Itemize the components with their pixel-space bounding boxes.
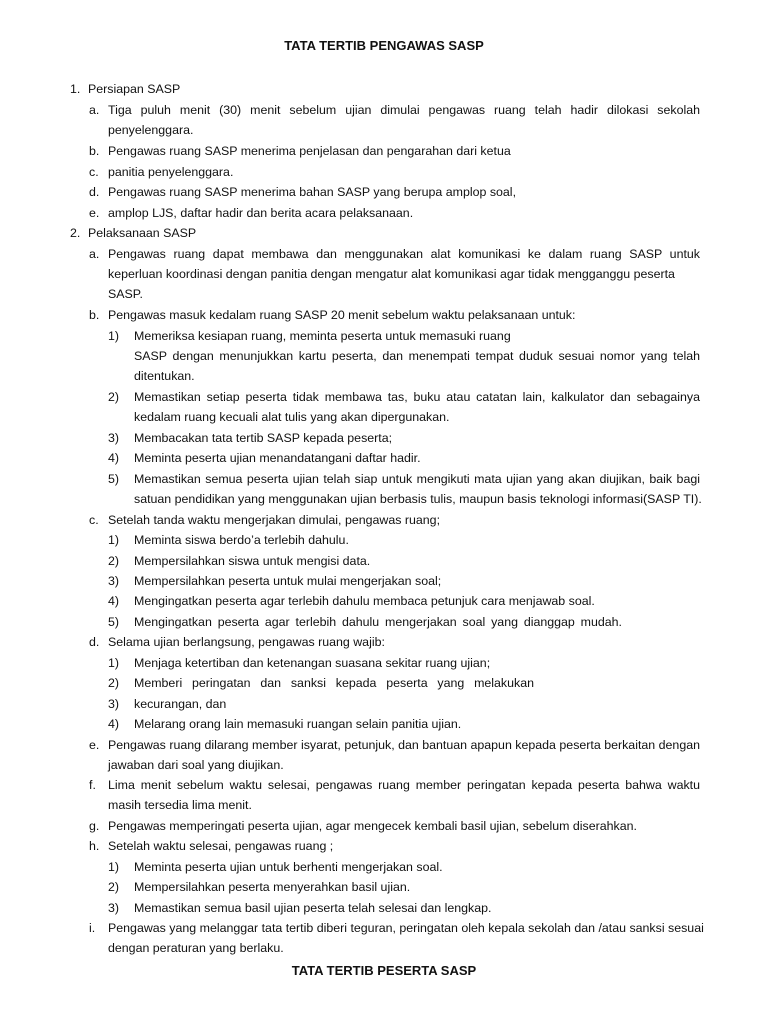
item-2c2-number: 2)	[108, 554, 120, 568]
item-2a-line-1: Pengawas ruang dapat membawa dan menggunakan alat komunikasi ke dalam ruang SASP untuk	[108, 247, 700, 261]
item-2b5-number: 5)	[108, 472, 120, 486]
item-2d-line-1: Selama ujian berlangsung, pengawas ruang wajib:	[108, 635, 385, 649]
item-2b3-number: 3)	[108, 431, 120, 445]
section-1-heading: Persiapan SASP	[88, 82, 181, 96]
item-2d2-line-1: Memberi peringatan dan sanksi kepada peserta yang melakukan	[134, 676, 534, 690]
item-2h3-line-1: Memastikan semua basil ujian peserta telah selesai dan lengkap.	[134, 901, 492, 915]
item-2g-line-1: Pengawas memperingati peserta ujian, agar mengecek kembali basil ujian, sebelum diserahkan.	[108, 819, 637, 833]
item-1b-line-1: Pengawas ruang SASP menerima penjelasan dan pengarahan dari ketua	[108, 144, 511, 158]
item-1a-label: a.	[89, 103, 100, 117]
item-2b1-line-2: SASP dengan menunjukkan kartu peserta, dan menempati tempat duduk sesuai nomor yang telah	[134, 349, 700, 363]
item-2c3-line-1: Mempersilahkan peserta untuk mulai mengerjakan soal;	[134, 574, 442, 588]
section-1-number: 1.	[70, 82, 81, 96]
section-title-peserta: TATA TERTIB PESERTA SASP	[291, 963, 477, 978]
item-2b-label: b.	[89, 308, 100, 322]
item-2b2-number: 2)	[108, 390, 120, 404]
item-2d4-number: 4)	[108, 717, 120, 731]
item-2a-label: a.	[89, 247, 100, 261]
item-1c-line-1: panitia penyelenggara.	[108, 165, 234, 179]
item-2g-label: g.	[89, 819, 100, 833]
section-2-number: 2.	[70, 226, 81, 240]
item-2d-label: d.	[89, 635, 100, 649]
item-2d1-number: 1)	[108, 656, 120, 670]
item-2d3-line-1: kecurangan, dan	[134, 697, 227, 711]
item-2c4-number: 4)	[108, 594, 120, 608]
item-1d-label: d.	[89, 185, 100, 199]
item-2h-line-1: Setelah waktu selesai, pengawas ruang ;	[108, 839, 334, 853]
item-2i-line-1: Pengawas yang melanggar tata tertib diberi teguran, peringatan oleh kepala sekolah dan /atau sanksi sesuai	[108, 921, 704, 935]
item-2h2-number: 2)	[108, 880, 120, 894]
item-1d-line-1: Pengawas ruang SASP menerima bahan SASP yang berupa amplop soal,	[108, 185, 517, 199]
item-2d4-line-1: Melarang orang lain memasuki ruangan selain panitia ujian.	[134, 717, 462, 731]
item-1e-label: e.	[89, 206, 100, 220]
item-2i-line-2: dengan peraturan yang berlaku.	[108, 941, 284, 955]
item-1c-label: c.	[89, 165, 99, 179]
item-2c1-line-1: Meminta siswa berdo’a terlebih dahulu.	[134, 533, 349, 547]
item-2c-label: c.	[89, 513, 99, 527]
item-1b-label: b.	[89, 144, 100, 158]
item-2b3-line-1: Membacakan tata tertib SASP kepada peserta;	[134, 431, 393, 445]
item-2a-line-3: SASP.	[108, 287, 143, 301]
item-2f-line-1: Lima menit sebelum waktu selesai, pengawas ruang member peringatan kepada peserta bahwa waktu	[108, 778, 700, 792]
item-2i-label: i.	[89, 921, 96, 935]
item-2f-line-2: masih tersedia lima menit.	[108, 798, 252, 812]
item-2h2-line-1: Mempersilahkan peserta menyerahkan basil ujian.	[134, 880, 411, 894]
item-2a-line-2: keperluan koordinasi dengan panitia dengan mengatur alat komunikasi agar tidak mengganggu peserta	[108, 267, 675, 281]
item-2b2-line-2: kedalam ruang kecuali alat tulis yang akan dipergunakan.	[134, 410, 450, 424]
item-2c1-number: 1)	[108, 533, 120, 547]
item-1a-line-1: Tiga puluh menit (30) menit sebelum ujian dimulai pengawas ruang telah hadir dilokasi sekolah	[108, 103, 700, 117]
item-2b1-line-1: Memeriksa kesiapan ruang, meminta peserta untuk memasuki ruang	[134, 329, 511, 343]
item-2d2-number: 2)	[108, 676, 120, 690]
item-2d1-line-1: Menjaga ketertiban dan ketenangan suasana sekitar ruang ujian;	[134, 656, 491, 670]
item-2c5-number: 5)	[108, 615, 120, 629]
item-2e-line-1: Pengawas ruang dilarang member isyarat, petunjuk, dan bantuan apapun kepada peserta berkaitan dengan	[108, 738, 700, 752]
item-2b2-line-1: Memastikan setiap peserta tidak membawa tas, buku atau catatan lain, kalkulator dan sebagainya	[134, 390, 700, 404]
item-2b5-line-1: Memastikan semua peserta ujian telah siap untuk mengikuti mata ujian yang akan diujikan, baik bagi	[134, 472, 700, 486]
item-2b1-number: 1)	[108, 329, 120, 343]
item-2h3-number: 3)	[108, 901, 120, 915]
item-2e-line-2: jawaban dari soal yang diujikan.	[108, 758, 284, 772]
item-2b4-line-1: Meminta peserta ujian menandatangani daftar hadir.	[134, 451, 421, 465]
item-2b4-number: 4)	[108, 451, 120, 465]
item-2h-label: h.	[89, 839, 100, 853]
item-2b1-line-3: ditentukan.	[134, 369, 195, 383]
item-2c-line-1: Setelah tanda waktu mengerjakan dimulai, pengawas ruang;	[108, 513, 441, 527]
section-2-heading: Pelaksanaan SASP	[88, 226, 197, 240]
item-2h1-line-1: Meminta peserta ujian untuk berhenti mengerjakan soal.	[134, 860, 443, 874]
item-2f-label: f.	[89, 778, 96, 792]
item-2b-line-1: Pengawas masuk kedalam ruang SASP 20 menit sebelum waktu pelaksanaan untuk:	[108, 308, 576, 322]
item-1a-line-2: penyelenggara.	[108, 123, 194, 137]
item-2c4-line-1: Mengingatkan peserta agar terlebih dahulu membaca petunjuk cara menjawab soal.	[134, 594, 595, 608]
item-2b5-line-2: satuan pendidikan yang menggunakan ujian berbasis tulis, maupun basis teknologi informasi(SASP TI).	[134, 492, 702, 506]
item-2c5-line-1: Mengingatkan peserta agar terlebih dahulu mengerjakan soal yang dianggap mudah.	[134, 615, 622, 629]
item-2h1-number: 1)	[108, 860, 120, 874]
page-title: TATA TERTIB PENGAWAS SASP	[284, 38, 484, 53]
item-2d3-number: 3)	[108, 697, 120, 711]
item-2c3-number: 3)	[108, 574, 120, 588]
item-2c2-line-1: Mempersilahkan siswa untuk mengisi data.	[134, 554, 371, 568]
item-1e-line-1: amplop LJS, daftar hadir dan berita acara pelaksanaan.	[108, 206, 414, 220]
item-2e-label: e.	[89, 738, 100, 752]
